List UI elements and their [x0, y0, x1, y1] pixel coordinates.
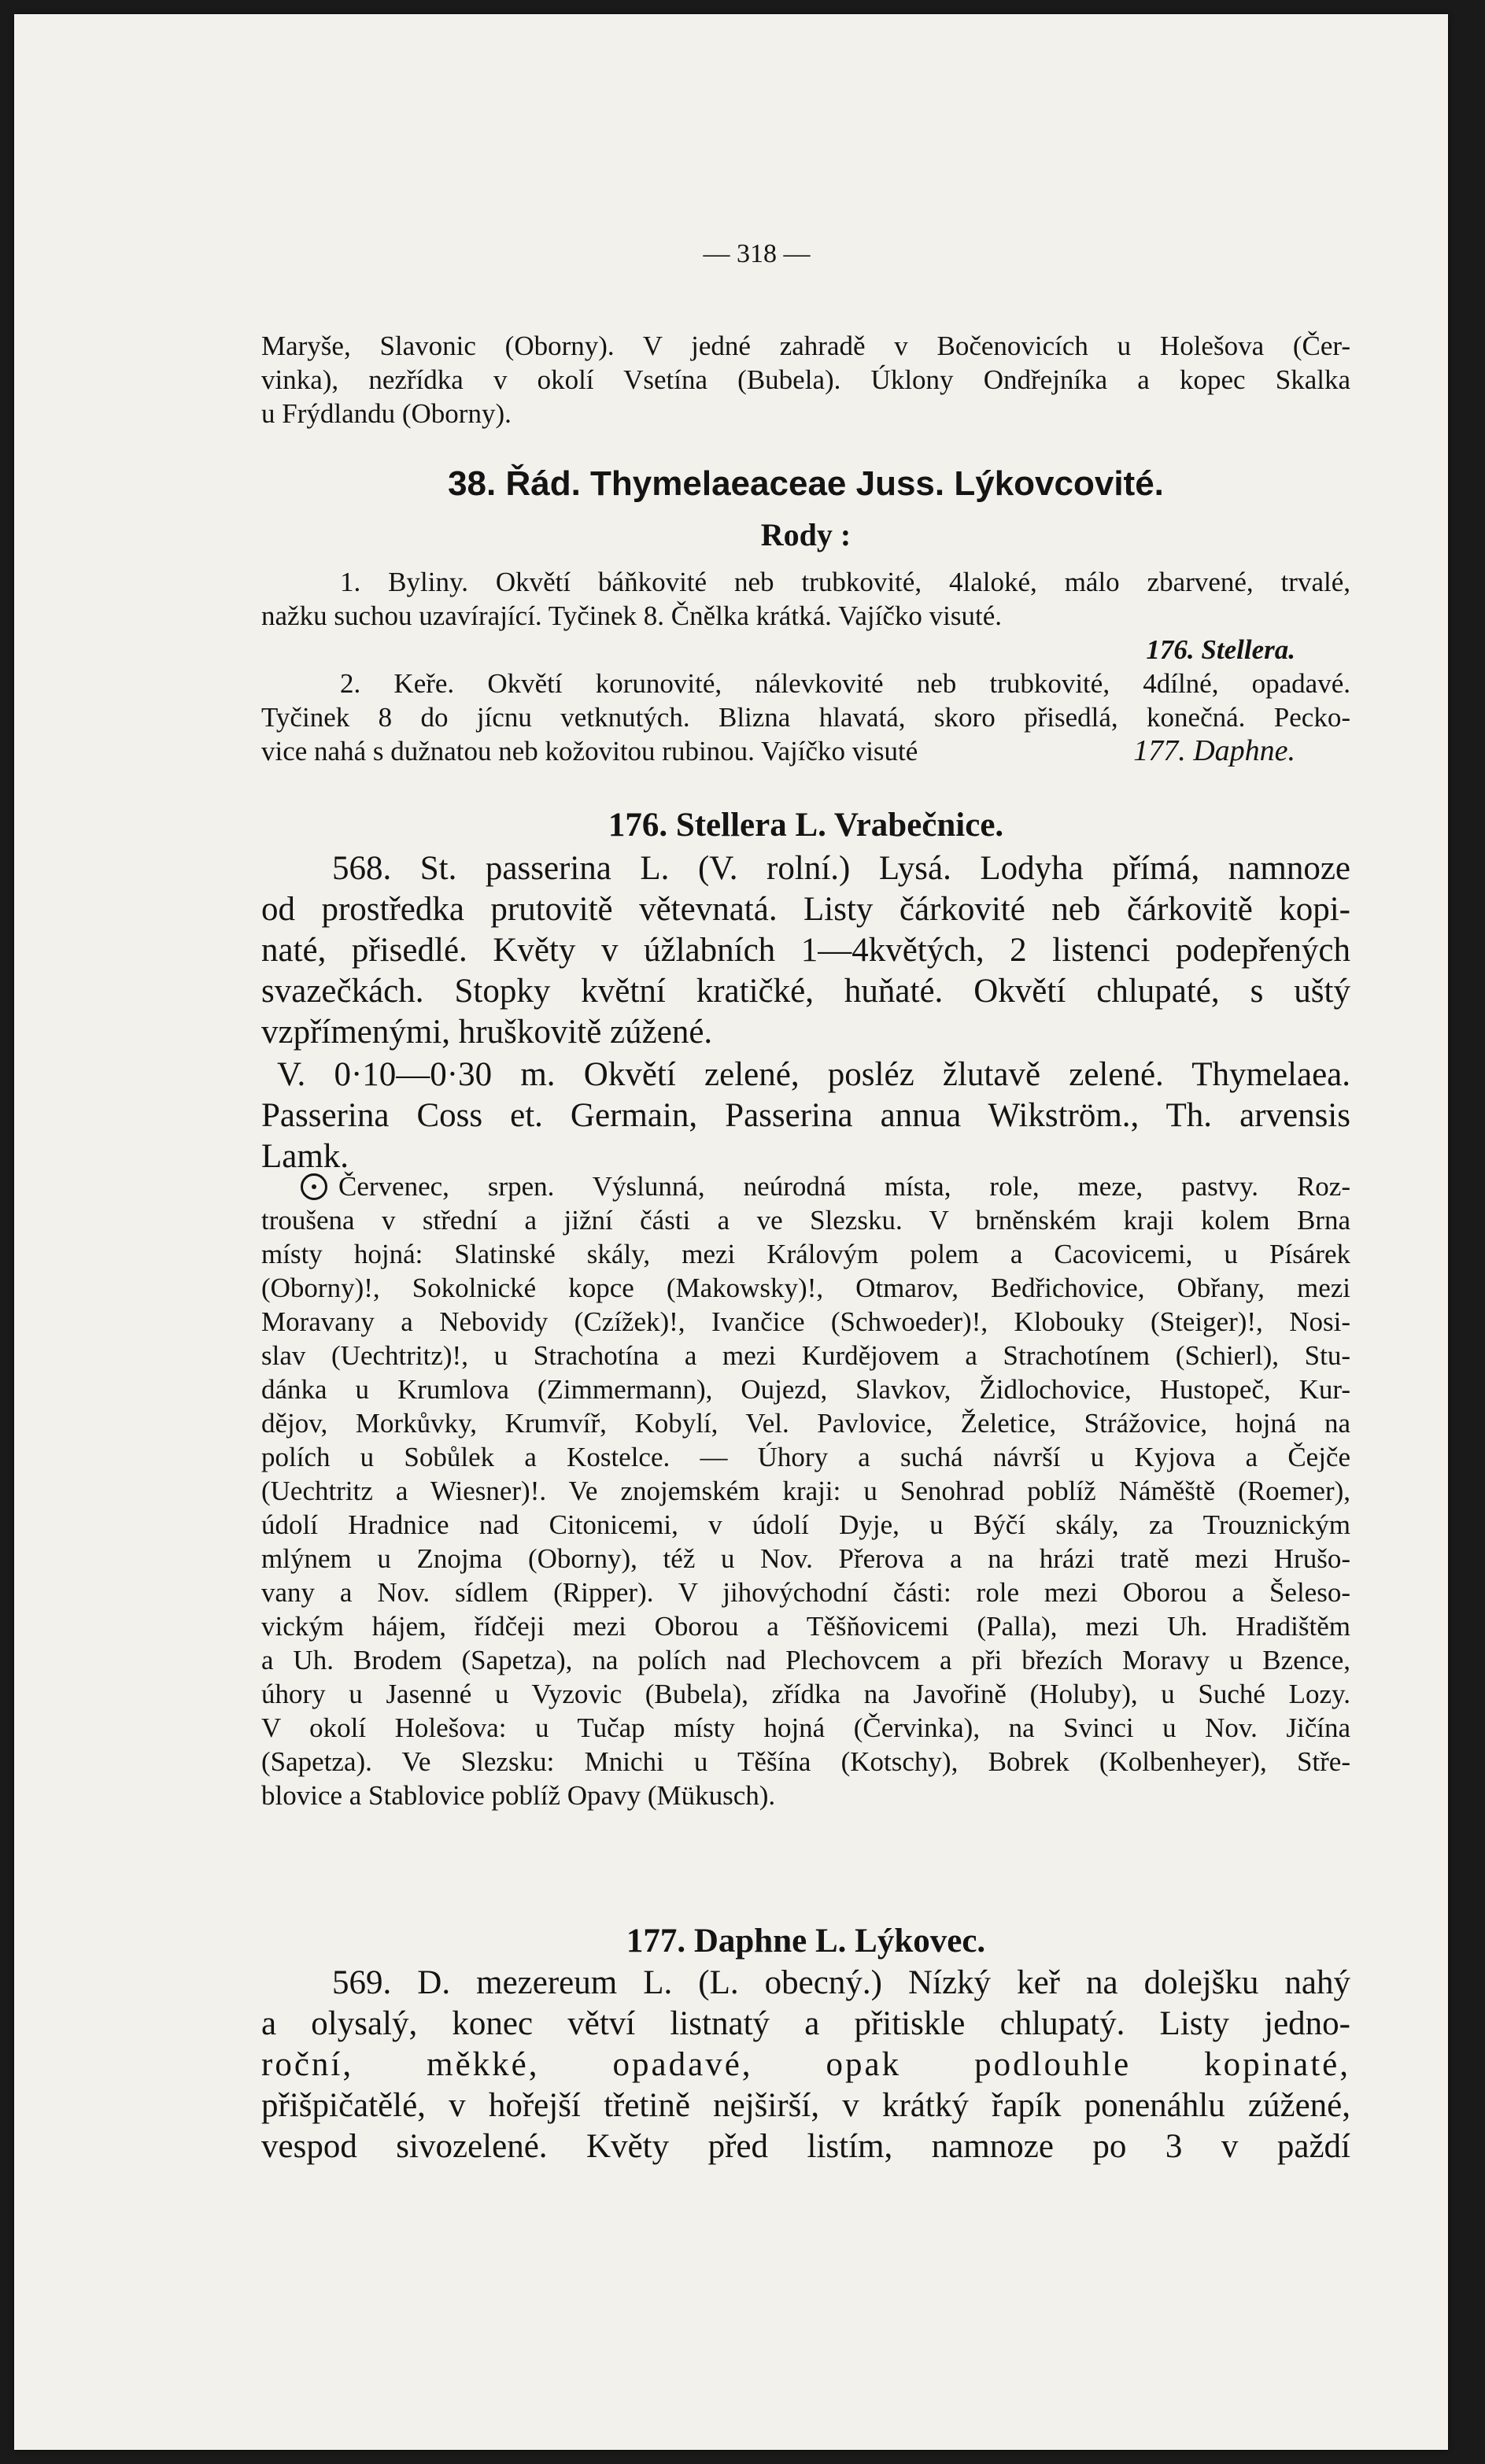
text-line: (Uechtritz a Wiesner)!. Ve znojemském kraji: u Senohrad poblíž Náměště (Roemer), [261, 1476, 1350, 1506]
text-line: polích u Sobůlek a Kostelce. — Úhory a suchá návrší u Kyjova a Čejče [261, 1442, 1350, 1472]
text-line: a Uh. Brodem (Sapetza), na polích nad Plechovcem a při březích Moravy u Bzence, [261, 1645, 1350, 1675]
text-line: vany a Nov. sídlem (Ripper). V jihovýchodní části: role mezi Oborou a Šeleso- [261, 1577, 1350, 1608]
text-line: dějov, Morkůvky, Krumvíř, Kobylí, Vel. Pavlovice, Želetice, Strážovice, hojná na [261, 1408, 1350, 1439]
text-line: 568. St. passerina L. (V. rolní.) Lysá. Lodyha přímá, namnoze [332, 850, 1350, 887]
text-line: Maryše, Slavonic (Oborny). V jedné zahradě v Bočenovicích u Holešova (Čer- [261, 331, 1350, 361]
text-line: Passerina Coss et. Germain, Passerina annua Wikström., Th. arvensis [261, 1097, 1350, 1134]
text-line: Lamk. [261, 1138, 349, 1175]
genus-heading-stellera: 176. Stellera L. Vrabečnice. [608, 807, 1004, 844]
genus-heading-daphne: 177. Daphne L. Lýkovec. [626, 1923, 986, 1960]
key-line: nažku suchou uzavírající. Tyčinek 8. Čnělka krátká. Vajíčko visuté. [261, 600, 1002, 631]
text-line: Červenec, srpen. Výslunná, neúrodná místa, role, meze, pastvy. Roz- [261, 1169, 1350, 1203]
text-line: úhory u Jasenné u Vyzovic (Bubela), zřídka na Javořině (Holuby), u Suché Lozy. [261, 1679, 1350, 1709]
page-number: — 318 — [703, 239, 811, 268]
text-line: údolí Hradnice nad Citonicemi, v údolí Dyje, u Býčí skály, za Trouznickým [261, 1509, 1350, 1540]
intro-paragraph [261, 329, 1350, 430]
text-line: (Sapetza). Ve Slezsku: Mnichi u Těšína (Kotschy), Bobrek (Kolbenheyer), Stře- [261, 1746, 1350, 1777]
key-genus-stellera: 176. Stellera. [1146, 634, 1295, 665]
text-line: naté, přisedlé. Květy v úžlabních 1—4květých, 2 listenci podepřených [261, 932, 1350, 969]
key-line: 1. Byliny. Okvětí báňkovité neb trubkovité, 4laloké, málo zbarvené, trvalé, [340, 567, 1350, 597]
text-line: u Frýdlandu (Oborny). [261, 398, 512, 429]
text-line: vickým hájem, řídčeji mezi Oborou a Těšňovicemi (Palla), mezi Uh. Hradištěm [261, 1611, 1350, 1642]
annual-symbol-icon [301, 1173, 327, 1200]
text-line: slav (Uechtritz)!, u Strachotína a mezi Kurdějovem a Strachotínem (Schierl), Stu- [261, 1340, 1350, 1371]
text-line: vespod sivozelené. Květy před listím, namnoze po 3 v paždí [261, 2128, 1350, 2165]
text-line: (Oborny)!, Sokolnické kopce (Makowsky)!, Otmarov, Bedřichovice, Obřany, mezi [261, 1273, 1350, 1303]
text-line: vzpřímenými, hruškovitě zúžené. [261, 1014, 713, 1051]
genera-heading: Rody : [760, 517, 851, 552]
key-row [261, 734, 1350, 768]
book-page [14, 14, 1448, 2450]
text-line: V okolí Holešova: u Tučap místy hojná (Červinka), na Svinci u Nov. Jičína [261, 1712, 1350, 1743]
key-genus-daphne: 177. Daphne. [1133, 734, 1295, 767]
text-line: svazečkách. Stopky květní kratičké, huňaté. Okvětí chlupaté, s uštý [261, 973, 1350, 1010]
text-line: 569. D. mezereum L. (L. obecný.) Nízký keř na dolejšku nahý [332, 1964, 1350, 2001]
key-line: Tyčinek 8 do jícnu vetknutých. Blizna hlavatá, skoro přisedlá, konečná. Pecko- [261, 702, 1350, 733]
text-line: od prostředka prutovitě větevnatá. Listy čárkovité neb čárkovitě kopi- [261, 891, 1350, 928]
species-568-details [261, 1055, 1350, 1177]
species-568-description [261, 848, 1350, 1053]
text-line: dánka u Krumlova (Zimmermann), Oujezd, Slavkov, Židlochovice, Hustopeč, Kur- [261, 1374, 1350, 1405]
key-line: vice nahá s dužnatou neb kožovitou rubinou. Vajíčko visuté [261, 736, 918, 767]
species-568-distribution [261, 1169, 1350, 1812]
genera-key [261, 565, 1350, 768]
text-line: a olysalý, konec větví listnatý a přitiskle chlupatý. Listy jedno- [261, 2005, 1350, 2042]
text-line: vinka), nezřídka v okolí Vsetína (Bubela). Úklony Ondřejníka a kopec Skalka [261, 364, 1350, 395]
text-line: přišpičatělé, v hořejší třetině nejširší, v krátký řapík ponenáhlu zúžené, [261, 2087, 1350, 2124]
text-line: troušena v střední a jižní části a ve Slezsku. V brněnském kraji kolem Brna [261, 1205, 1350, 1236]
key-line: 2. Keře. Okvětí korunovité, nálevkovité neb trubkovité, 4dílné, opadavé. [340, 668, 1350, 699]
text-line: roční, měkké, opadavé, opak podlouhle kopinaté, [261, 2046, 1350, 2083]
order-title: 38. Řád. Thymelaeaceae Juss. Lýkovcovité. [448, 464, 1164, 503]
text-line: mlýnem u Znojma (Oborny), též u Nov. Přerova a na hrázi tratě mezi Hrušo- [261, 1543, 1350, 1574]
text-line: blovice a Stablovice poblíž Opavy (Mükusch). [261, 1780, 776, 1811]
text-line: místy hojná: Slatinské skály, mezi Královým polem a Cacovicemi, u Písárek [261, 1239, 1350, 1269]
species-569-description [261, 1963, 1350, 2167]
text-line: Moravany a Nebovidy (Czížek)!, Ivančice (Schwoeder)!, Klobouky (Steiger)!, Nosi- [261, 1306, 1350, 1337]
text-line: V. 0·10—0·30 m. Okvětí zelené, posléz žlutavě zelené. Thymelaea. [277, 1056, 1350, 1093]
